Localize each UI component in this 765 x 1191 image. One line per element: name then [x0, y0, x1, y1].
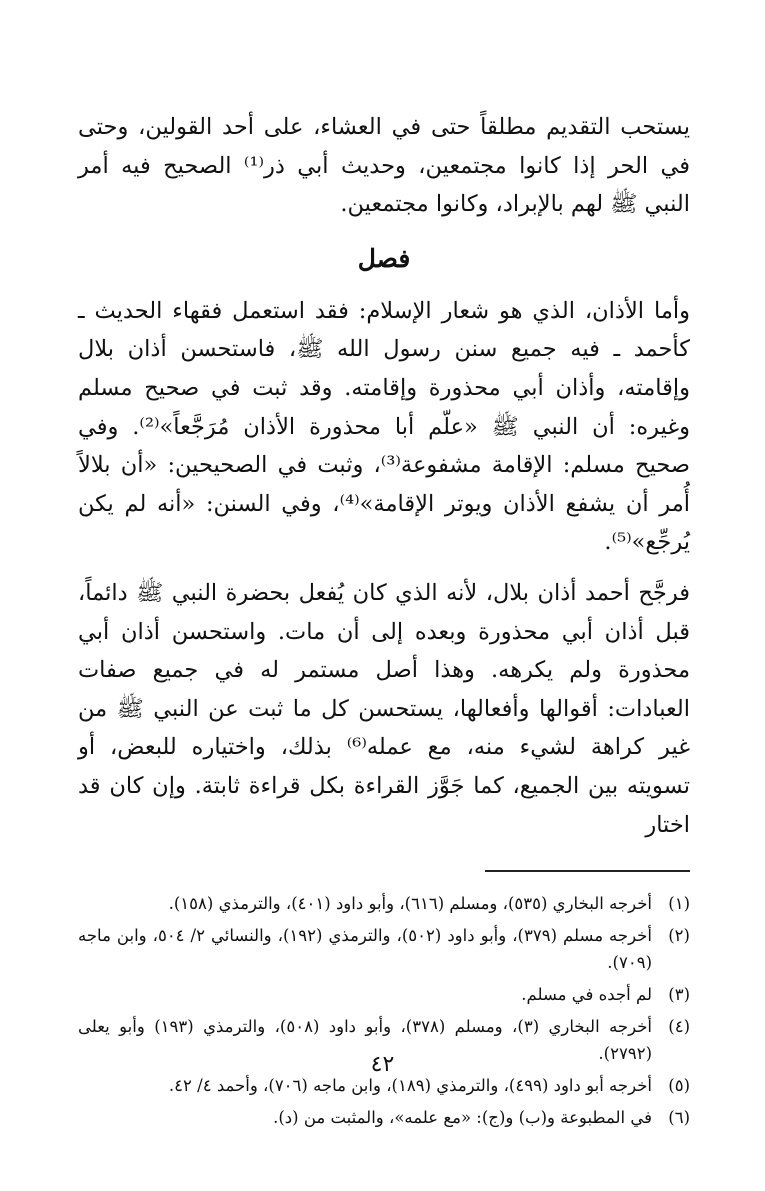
footnote-number: (١): [668, 894, 690, 914]
footnote-number: (٢): [668, 926, 690, 946]
body-paragraph-1: يستحب التقديم مطلقاً حتى في العشاء، على أحد القولين، وحتى في الحر إذا كانوا مجتمعين، وحديث أبي ذر⁽¹⁾ الصحيح فيه أمر النبي ﷺ لهم بالإبراد، وكانوا مجتمعين.: [78, 114, 691, 218]
footnote-number: (٦): [668, 1108, 690, 1128]
body-paragraph-3: فرجَّح أحمد أذان بلال، لأنه الذي كان يُفعل بحضرة النبي ﷺ دائماً، قبل أذان أبي محذورة وبعده إلى أن مات. واستحسن أذان أبي محذورة ولم يكرهه. وهذا أصل مستمر له في جميع صفات العبادات: أقوالها وأفعالها، يستحسن كل ما ثبت عن النبي ﷺ من غير كراهة لشيء منه، مع عمله⁽⁶⁾ بذلك، واختياره للبعض، أو تسويته بين الجميع، كما جَوَّز القراءة بكل قراءة ثابتة. وإن كان قد اختار: [78, 579, 690, 838]
footnote-separator-wrap: [78, 870, 690, 872]
footnote-text: أخرجه أبو داود (٤٩٩)، والترمذي (١٨٩)، وابن ماجه (٧٠٦)، وأحمد ٤/ ٤٢.: [168, 1076, 652, 1096]
footnote-text: لم أجده في مسلم.: [521, 985, 652, 1005]
page-number: ٤٢: [370, 1052, 395, 1077]
footnote-number: (٣): [668, 985, 690, 1005]
footnote-number: (٥): [668, 1076, 690, 1096]
footnote-1: [78, 890, 690, 917]
footnote-text: في المطبوعة و(ب) و(ج): «مع علمه»، والمثبت من (د).: [273, 1108, 652, 1128]
footnote-text: أخرجه مسلم (٣٧٩)، وأبو داود (٥٠٢)، والترمذي (١٩٢)، والنسائي ٢/ ٥٠٤، وابن ماجه (٧٠٩).: [78, 926, 652, 973]
footnote-text: أخرجه البخاري (٣)، ومسلم (٣٧٨)، وأبو داود (٥٠٨)، والترمذي (١٩٣) وأبو يعلى (٢٧٩٢).: [78, 1017, 652, 1064]
page-content: [78, 108, 690, 1131]
footnotes: [78, 890, 690, 1131]
footnote-3: [78, 981, 690, 1008]
section-heading: فصل: [357, 243, 411, 273]
footnote-number: (٤): [668, 1017, 690, 1037]
footnote-separator: [485, 870, 690, 872]
footnote-6: [78, 1104, 690, 1131]
footnote-2: [78, 922, 690, 976]
body-paragraph-2: وأما الأذان، الذي هو شعار الإسلام: فقد استعمل فقهاء الحديث ـ كأحمد ـ فيه جميع سنن رسول الله ﷺ، فاستحسن أذان بلال وإقامته، وأذان أبي محذورة وإقامته. وقد ثبت في صحيح مسلم وغيره: أن النبي ﷺ «علّم أبا محذورة الأذان مُرَجَّعاً»⁽²⁾. وفي صحيح مسلم: الإقامة مشفوعة⁽³⁾، وثبت في الصحيحين: «أن بلالاً أُمر أن يشفع الأذان ويوتر الإقامة»⁽⁴⁾، وفي السنن: «أنه لم يكن يُرجِّع»⁽⁵⁾.: [78, 297, 690, 556]
footnote-text: أخرجه البخاري (٥٣٥)، ومسلم (٦١٦)، وأبو داود (٤٠١)، والترمذي (١٥٨).: [168, 894, 652, 914]
